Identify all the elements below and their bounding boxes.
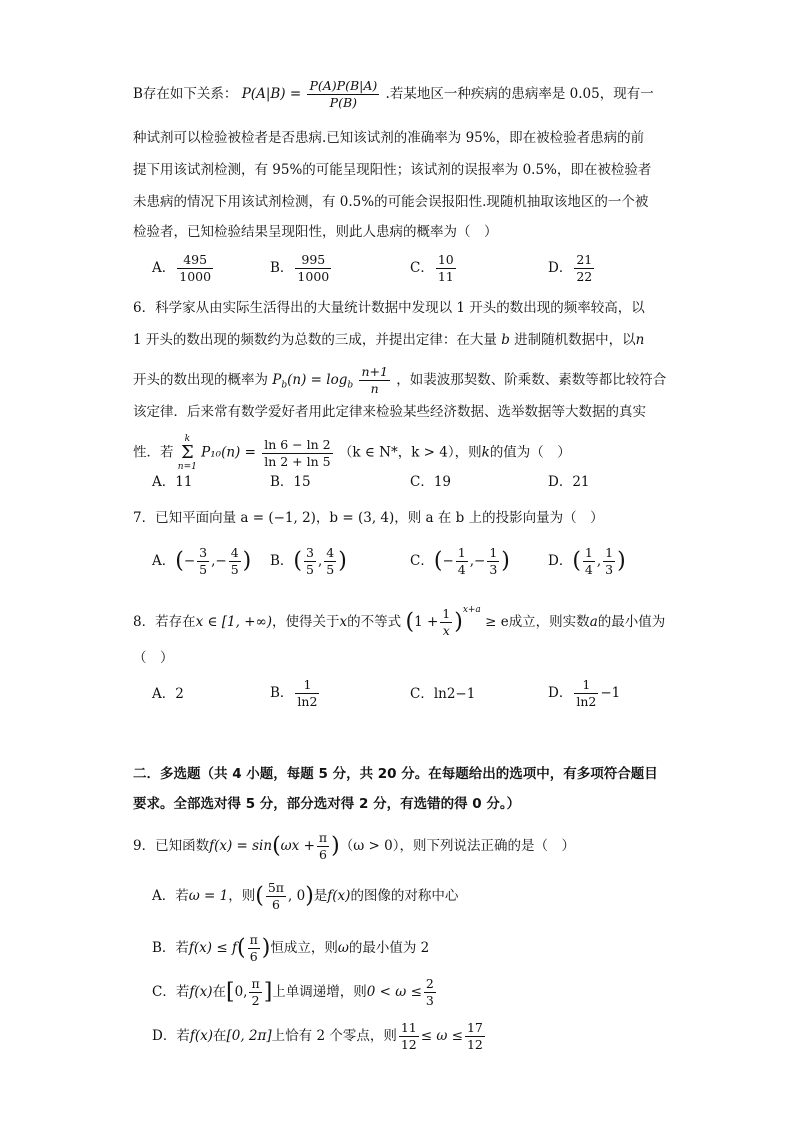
q8-option-a: A．2 (152, 686, 184, 702)
math: 0, (234, 984, 248, 1000)
option-label: B． (270, 260, 294, 276)
fraction (424, 976, 436, 1009)
numerator: 995 (295, 252, 331, 269)
option-text: 在 (212, 1028, 227, 1044)
denominator: 12 (466, 1037, 483, 1052)
numerator: 1 (574, 677, 598, 694)
math: f(x) ≤ f (188, 940, 237, 956)
paren-close: ) (338, 548, 347, 574)
q6-line-1: 6．科学家从由实际生活得出的大量统计数据中发现以 1 开头的数出现的频率较高，以 (133, 300, 645, 316)
sum-symbol (178, 434, 197, 472)
q5-option-b (270, 252, 333, 285)
q9-text: 9．已知函数 (133, 838, 210, 854)
paren-close: ) (617, 548, 626, 574)
numerator: 1 (489, 545, 498, 560)
option-tail: −1 (600, 685, 621, 701)
option-text: 恒成立，则 (270, 940, 338, 956)
q5-option-a (152, 252, 215, 285)
numerator: 3 (199, 545, 208, 560)
numerator: π (318, 830, 328, 845)
q6-option-d: D．21 (548, 474, 590, 490)
option-label: D． (548, 553, 573, 569)
option-label: A． (152, 553, 176, 569)
sign: − (474, 553, 486, 569)
paren-open: ( (255, 883, 264, 909)
option-text: ，则 (228, 888, 256, 904)
bayes-denominator: P(B) (329, 95, 358, 110)
denominator: ln2 (576, 694, 597, 709)
fraction (249, 976, 261, 1009)
numerator: 17 (466, 1020, 483, 1035)
bayes-fraction (307, 78, 379, 111)
denominator: 6 (249, 949, 258, 964)
prob-p: P (272, 372, 282, 388)
q8-option-d (548, 677, 620, 710)
q5-line-1 (133, 78, 654, 111)
q5-option-d (548, 252, 596, 285)
sign: − (183, 553, 196, 569)
q6-text: 的值为（ ） (489, 444, 571, 461)
numerator: 1 (605, 545, 614, 560)
fraction (324, 545, 336, 578)
paren-open: ( (175, 548, 184, 574)
denominator: 2 (251, 993, 260, 1008)
q8-text: 的最小值为 (597, 614, 666, 630)
math: ω = 1 (188, 888, 229, 904)
fraction (317, 830, 329, 863)
denominator: ln2 (297, 694, 318, 709)
q6-option-c: C．19 (410, 474, 452, 490)
option-text: D．若 (152, 1028, 190, 1044)
denominator: 6 (271, 897, 280, 912)
denominator: 1000 (297, 269, 330, 284)
q8-option-b (270, 677, 321, 710)
prob-sub: b (281, 380, 288, 391)
fraction (248, 932, 260, 965)
q6-line-4: 该定律．后来常有数学爱好者用此定律来检验某些经济数据、选举数据等大数据的真实 (133, 404, 646, 420)
exponent: x+a (462, 605, 481, 615)
q6-text: 1 开头的数出现的频数约为总数的三成，并提出定律：在大量 (133, 332, 497, 348)
option-text: 的图像的对称中心 (350, 888, 459, 904)
math: ω (337, 940, 349, 956)
numerator: π (249, 932, 258, 947)
q5-line-2: 种试剂可以检验被检者是否患病.已知该试剂的准确率为 95%，即在被检验者患病的前 (133, 130, 645, 146)
q9-option-d (152, 1020, 487, 1053)
q6-option-a: A．11 (152, 474, 193, 490)
denominator: 5 (230, 562, 239, 577)
q6-text: ，如裴波那契数、阶乘数、素数等都比较符合 (396, 372, 667, 388)
paren-close: ) (261, 935, 271, 961)
sum-upper: k (184, 434, 191, 444)
paren-close: ) (242, 548, 252, 574)
q7-option-a: A．(− $\frac{3}{5}$ ,− $\frac{4}{5}$ ) (152, 545, 252, 577)
ineq-base: 1 + (414, 614, 439, 630)
numerator: n+1 (361, 364, 388, 379)
section-2-heading-line-2: 要求。全部选对得 5 分，部分选对得 2 分，有选错的得 0 分。） (133, 796, 521, 812)
sum-term: P₁₀(n) = (201, 444, 256, 461)
option-label: B． (270, 553, 294, 569)
math: , 0 (288, 888, 306, 904)
numerator: ln 6 − ln 2 (264, 436, 331, 452)
fraction (487, 545, 499, 578)
option-text: 在 (212, 984, 226, 1000)
paren-open: ( (272, 833, 281, 859)
option-text: 上单调递增，则 (272, 984, 367, 1000)
q9-text: （ω > 0），则下列说法正确的是（ ） (339, 838, 575, 854)
denominator: 5 (199, 562, 208, 577)
denominator: 11 (437, 269, 454, 284)
q9-option-a (152, 880, 458, 913)
paren-close: ) (501, 548, 510, 574)
option-text: 上恰有 2 个零点，则 (271, 1028, 397, 1044)
fraction (266, 880, 286, 913)
denominator: 4 (457, 562, 466, 577)
option-fraction (177, 252, 213, 285)
option-text: 的最小值为 2 (348, 940, 430, 956)
paren-open: ( (433, 548, 443, 574)
denominator: 6 (319, 847, 327, 862)
bayes-lhs: P(A|B) = (241, 86, 302, 102)
math: 0 < ω ≤ (366, 984, 422, 1000)
q7-line-1: 7．已知平面向量 a = (−1, 2)，b = (3, 4)，则 a 在 b 上的投影向量为（ ） (133, 510, 604, 526)
q5-line-5: 检验者，已知检验结果呈现阳性，则此人患病的概率为（ ） (133, 224, 498, 240)
var-n: n (635, 332, 645, 348)
q8-line-1 (133, 600, 665, 639)
option-fraction (574, 252, 594, 285)
q7-option-b: B．( $\frac{3}{5}$ , $\frac{4}{5}$ ) (270, 545, 347, 577)
option-label: C． (410, 260, 434, 276)
q6-text: （k ∈ N*，k > 4），则 (338, 444, 482, 461)
q9-option-c (152, 976, 438, 1009)
q8-text: ，使得关于 (272, 614, 340, 630)
option-label: D． (548, 260, 573, 276)
numerator: 21 (576, 252, 593, 267)
option-text: 是 (313, 888, 328, 904)
ln-fraction (262, 437, 332, 470)
sign: − (215, 553, 227, 569)
q9-option-b (152, 932, 429, 965)
denominator: 12 (400, 1037, 417, 1052)
var-b: b (501, 332, 510, 348)
var-k: k (481, 444, 490, 461)
numerator: 495 (177, 252, 213, 269)
option-text: B．若 (152, 940, 189, 956)
q6-text: 进制随机数据中，以 (514, 332, 636, 348)
q5-line-3: 提下用该试剂检测，有 95%的可能呈现阳性；该试剂的误报率为 0.5%，即在被检验者 (133, 162, 652, 178)
paren-open: ( (405, 609, 415, 635)
numerator: 4 (230, 545, 239, 560)
paren-open: ( (293, 548, 303, 574)
fraction (603, 545, 615, 578)
numerator: 1 (295, 677, 319, 694)
q7-option-d: D．( $\frac{1}{4}$ , $\frac{1}{3}$ ) (548, 545, 626, 577)
sigma-icon: Σ (180, 442, 194, 463)
fraction (574, 677, 598, 710)
q6-line-3 (133, 364, 666, 397)
q6-option-b: B．15 (270, 474, 311, 490)
numerator: 2 (425, 976, 434, 991)
q8-line-2: （ ） (133, 650, 174, 666)
bayes-numerator: P(A)P(B|A) (309, 78, 378, 93)
numerator: 1 (457, 545, 466, 560)
fraction (295, 677, 319, 710)
q8-text: 的不等式 (347, 614, 402, 630)
func-arg: ωx + (280, 838, 315, 854)
fraction (229, 545, 241, 578)
bracket-open: [ (226, 979, 235, 1005)
q5-line-4: 未患病的情况下用该试剂检测，有 0.5%的可能会误报阳性.现随机抽取该地区的一个被 (133, 194, 649, 210)
log-fraction (359, 364, 389, 397)
fraction (456, 545, 468, 578)
domain-expr: x ∈ [1, +∞) (195, 614, 273, 630)
option-text: C．若 (152, 984, 190, 1000)
log-base: b (347, 380, 354, 391)
var-x: x (339, 614, 348, 630)
denominator: 5 (306, 562, 314, 577)
numerator: 1 (584, 545, 593, 560)
denominator: 4 (584, 562, 593, 577)
q5-text: .若某地区一种疾病的患病率是 0.05，现有一 (385, 86, 654, 102)
denominator: n (370, 381, 379, 396)
numerator: 1 (442, 606, 451, 621)
fraction (304, 545, 316, 578)
q6-text: 开头的数出现的概率为 (133, 372, 268, 388)
q7-option-c: C．(− $\frac{1}{4}$ ,− $\frac{1}{3}$ ) (410, 545, 510, 577)
paren-close: ) (305, 883, 314, 909)
numerator: π (251, 976, 260, 991)
q8-text: 8．若存在 (133, 614, 196, 630)
fraction (583, 545, 595, 578)
bracket-close: ] (263, 979, 273, 1005)
func-expr: f(x) = sin (209, 838, 273, 854)
math: f(x) (189, 984, 213, 1000)
math: f(x) (327, 888, 351, 904)
sum-lower: n=1 (177, 462, 197, 472)
numerator: 11 (400, 1020, 417, 1035)
option-text: A．若 (152, 888, 189, 904)
denominator: 22 (576, 269, 593, 284)
numerator: 3 (306, 545, 314, 560)
denominator: 3 (425, 993, 434, 1008)
q6-text: 性．若 (133, 444, 174, 461)
denominator: x (442, 623, 450, 638)
q6-line-5 (133, 434, 571, 472)
ineq-rhs: ≥ e (485, 614, 509, 630)
option-label: D． (548, 685, 573, 701)
math: ≤ ω ≤ (420, 1028, 463, 1044)
fraction (399, 1020, 419, 1053)
q5-option-c (410, 252, 458, 285)
option-label: C． (410, 553, 434, 569)
numerator: 5π (267, 880, 285, 895)
section-2-heading-line-1: 二．多选题（共 4 小题，每题 5 分，共 20 分。在每题给出的选项中，有多项符合题目 (133, 766, 658, 782)
denominator: 3 (489, 562, 498, 577)
math: f(x) (189, 1028, 213, 1044)
denominator: 5 (326, 562, 335, 577)
sign: − (442, 553, 454, 569)
option-fraction (436, 252, 456, 285)
q6-line-2 (133, 330, 644, 350)
denominator: 3 (605, 562, 614, 577)
math: [0, 2π] (226, 1028, 272, 1044)
q8-text: 成立，则实数 (508, 614, 590, 630)
fraction (465, 1020, 485, 1053)
option-label: A． (152, 260, 176, 276)
prob-expr: (n) = log (287, 372, 348, 388)
q5-text: B存在如下关系： (133, 86, 238, 102)
denominator: ln 2 + ln 5 (264, 453, 331, 469)
paren-close: ) (454, 609, 463, 635)
option-fraction (295, 252, 331, 285)
q8-option-c: C．ln2−1 (410, 686, 476, 702)
paren-open: ( (236, 935, 246, 961)
fraction (440, 606, 452, 639)
option-label: B． (270, 685, 294, 701)
denominator: 1000 (179, 269, 212, 284)
q9-line-1 (133, 830, 575, 863)
paren-close: ) (331, 833, 340, 859)
fraction (197, 545, 209, 578)
var-a: a (589, 614, 598, 630)
numerator: 10 (437, 252, 454, 267)
numerator: 4 (326, 545, 335, 560)
paren-open: ( (572, 548, 581, 574)
